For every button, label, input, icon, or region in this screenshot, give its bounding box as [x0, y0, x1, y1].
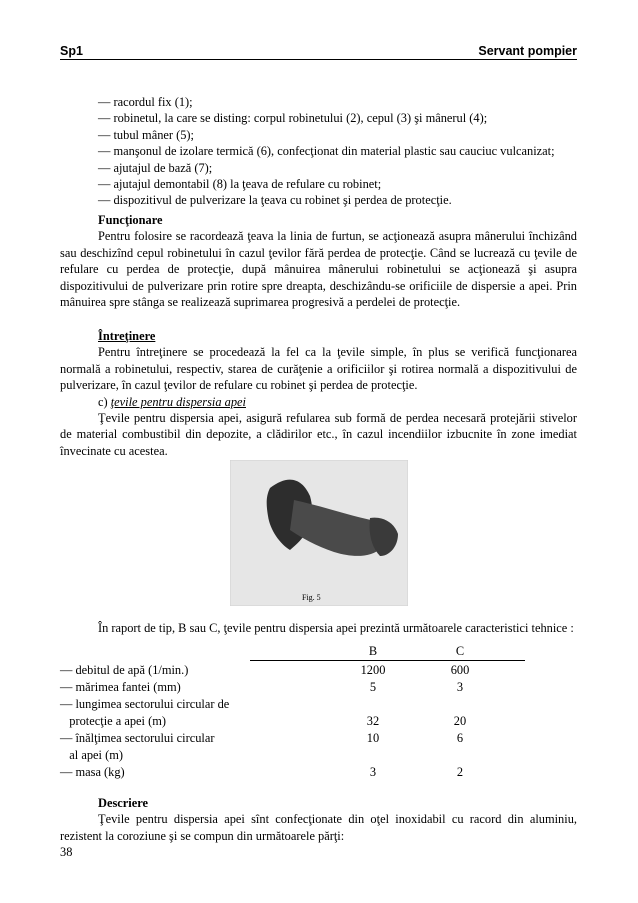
- table-row: [60, 662, 600, 679]
- figure-5: [230, 460, 408, 606]
- nozzle-photo: [230, 460, 408, 606]
- list-item: — ajutajul demontabil (8) la ţeava de refulare cu robinet;: [98, 177, 382, 192]
- component-list: [60, 94, 577, 209]
- list-item: — tubul mâner (5);: [98, 127, 195, 142]
- subsection-title-text: ţevile pentru dispersia apei: [110, 394, 246, 409]
- page-header: [60, 41, 577, 60]
- header-left: Sp1: [60, 44, 83, 58]
- column-header-b: B: [368, 644, 378, 658]
- header-right: Servant pompier: [478, 44, 577, 58]
- paragraph-functionare: Pentru folosire se racordează ţeava la linia de furtun, se acţionează asupra mânerului închizând sau deschizînd cepul robinetului în cazul ţevilor fără perdea de protecţie. Când se lucrează cu ţevile de refulare cu perdea de protecţie, după mânuirea mânerului robinetului se acţionează şi asupra dispozitivului de pulverizare prin rotire spre dreapta, deschizându-se orificiile de dispersie a apei. Prin mânuirea spre stânga se realizează suprimarea progresivă a perdelei de protecţie.: [60, 229, 577, 310]
- table-header: [60, 643, 600, 660]
- row-label: al apei (m): [60, 748, 123, 762]
- list-item: — manşonul de izolare termică (6), confecţionat din material plastic sau cauciuc vulcanizat;: [98, 144, 555, 159]
- row-label: — masa (kg): [60, 765, 125, 779]
- heading-intretinere: Întreţinere: [98, 329, 156, 343]
- paragraph-descriere: Ţevile pentru dispersia apei sînt confecţionate din oţel inoxidabil cu racord din aluminiu, rezistent la coroziune şi se compun din următoarele părţi:: [60, 812, 577, 843]
- table-rule: [250, 660, 525, 661]
- section-intretinere: [60, 328, 577, 459]
- row-label: — înălţimea sectorului circular: [60, 731, 215, 745]
- list-item: — ajutajul de bază (7);: [98, 160, 213, 175]
- row-label: — mărimea fantei (mm): [60, 680, 181, 694]
- table-row: [60, 747, 600, 764]
- row-label: — lungimea sectorului circular de: [60, 697, 230, 711]
- list-item: — dispozitivul de pulverizare la ţeava cu robinet şi perdea de protecţie.: [98, 193, 452, 208]
- page-number: 38: [60, 845, 73, 859]
- list-item: — racordul fix (1);: [98, 95, 193, 109]
- paragraph-specs-intro: În raport de tip, B sau C, ţevile pentru dispersia apei prezintă următoarele caracteristici tehnice :: [98, 621, 574, 635]
- heading-descriere: Descriere: [98, 796, 148, 810]
- table-row: [60, 696, 600, 713]
- section-descriere: [60, 795, 577, 844]
- row-value-b: 10: [366, 731, 380, 745]
- row-value-b: 3: [369, 765, 377, 779]
- paragraph-dispersie: Ţevile pentru dispersia apei, asigură refularea sub formă de perdea necesară protejării stivelor de material combustibil din depozite, a clădirilor etc., în cazul incendiilor izbucnite în zone imediat învecinate cu acestea.: [60, 411, 577, 458]
- row-label: — debitul de apă (1/min.): [60, 663, 189, 677]
- table-row: [60, 679, 600, 696]
- specs-intro: [60, 620, 577, 636]
- row-value-c: 20: [453, 714, 467, 728]
- subsection-prefix: c): [98, 394, 111, 409]
- row-value-b: 5: [369, 680, 377, 694]
- row-value-c: 2: [456, 765, 464, 779]
- table-row: [60, 713, 600, 730]
- row-value-b: 1200: [360, 663, 386, 677]
- table-row: [60, 764, 600, 781]
- list-item: — robinetul, la care se disting: corpul robinetului (2), cepul (3) şi mânerul (4);: [98, 111, 488, 126]
- subsection-title: [60, 394, 577, 410]
- row-value-c: 600: [450, 663, 470, 677]
- column-header-c: C: [455, 644, 465, 658]
- heading-functionare: Funcţionare: [98, 213, 163, 227]
- row-value-b: 32: [366, 714, 380, 728]
- figure-caption: Fig. 5: [302, 593, 321, 602]
- section-functionare: [60, 212, 577, 310]
- row-value-c: 6: [456, 731, 464, 745]
- paragraph-intretinere: Pentru întreţinere se procedează la fel ca la ţevile simple, în plus se verifică funcţionarea normală a robinetului, respectiv, starea de curăţenie a orificiilor şi rotirea normală a dispozitivului de pulverizare, în cazul ţevilor de refulare cu robinet şi perdea de protecţie.: [60, 345, 577, 393]
- table-row: [60, 730, 600, 747]
- row-label: protecţie a apei (m): [60, 714, 166, 728]
- row-value-c: 3: [456, 680, 464, 694]
